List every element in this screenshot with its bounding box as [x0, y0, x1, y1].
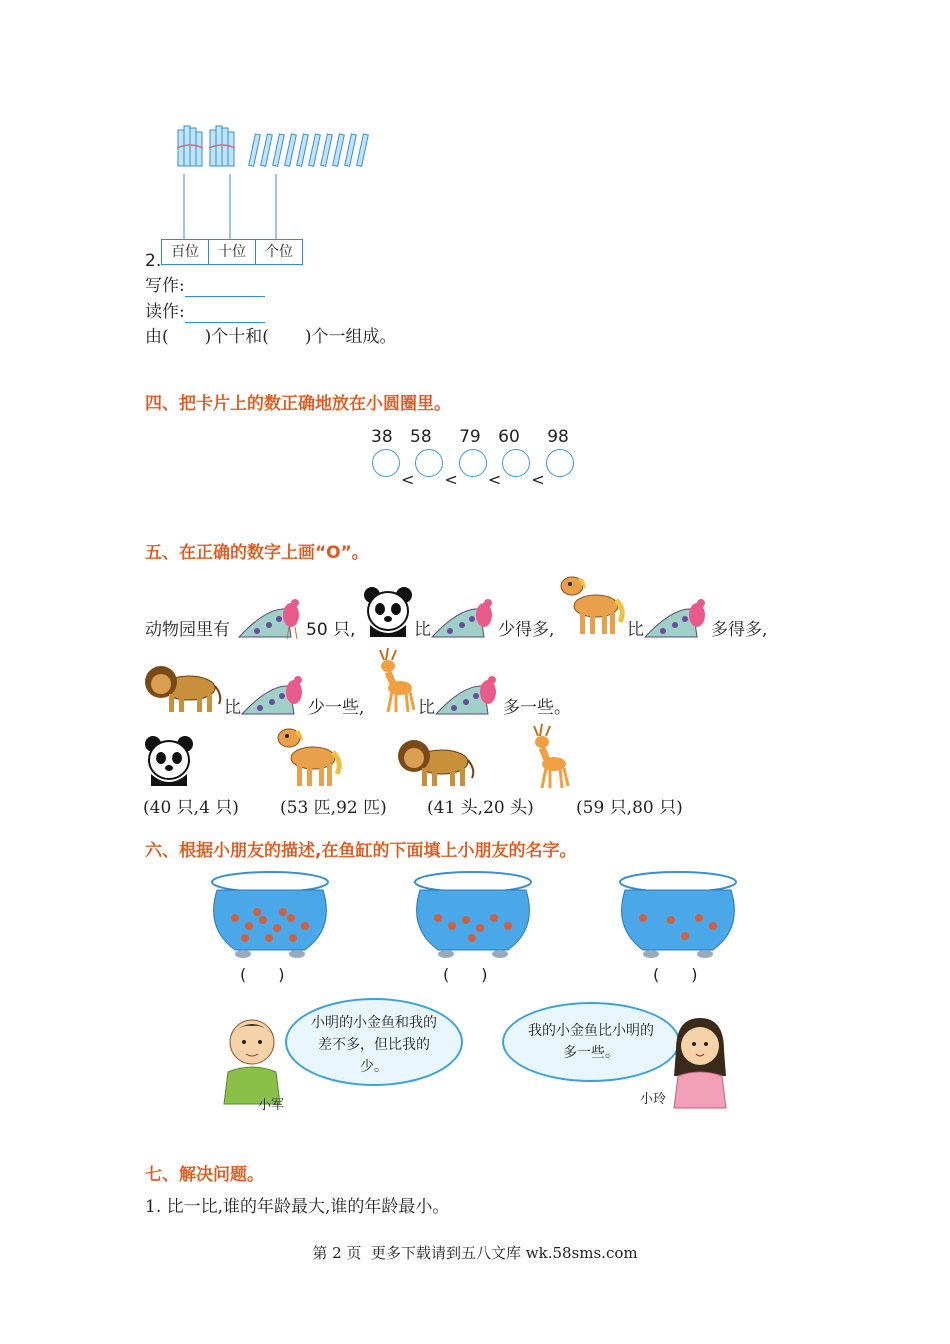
- card-number: 79: [459, 427, 481, 447]
- answer-circle[interactable]: [459, 449, 487, 477]
- question-number: 2.: [145, 251, 162, 271]
- panda-icon: [362, 585, 414, 641]
- bowl-answer-3[interactable]: ( ): [653, 965, 698, 984]
- less-than-sign: <: [487, 470, 502, 489]
- compare-word: 比: [627, 620, 644, 640]
- section6-heading: 六、根据小朋友的描述,在鱼缸的下面填上小朋友的名字。: [145, 841, 577, 861]
- panda-icon: [143, 734, 195, 790]
- peacock-icon: [237, 597, 305, 643]
- compose-text-2: )个十和(: [204, 327, 269, 347]
- section7-question-1: 1. 比一比,谁的年龄最大,谁的年龄最小。: [145, 1197, 450, 1217]
- section5-heading: 五、在正确的数字上画“O”。: [145, 543, 369, 563]
- compare-word: 比: [224, 698, 241, 718]
- section7-heading: 七、解决问题。: [145, 1165, 264, 1185]
- write-blank[interactable]: [185, 278, 265, 297]
- place-hundreds: 百位: [162, 240, 209, 264]
- answer-circle[interactable]: [372, 449, 400, 477]
- compare-word: 比: [418, 698, 435, 718]
- deer-icon: [368, 646, 416, 718]
- fishbowl-icon: [408, 868, 538, 960]
- compose-text-3: )个一组成。: [304, 327, 397, 347]
- fishbowl-2: [408, 868, 538, 964]
- xiaoling-speech-bubble: [502, 1002, 680, 1082]
- deer-icon: [522, 722, 570, 794]
- xiaoling-figure: [668, 1014, 732, 1114]
- fishbowl-icon: [205, 868, 335, 960]
- horse-icon: [275, 722, 343, 792]
- lion-icon: [396, 734, 476, 792]
- number-cards: [371, 426, 569, 448]
- lion-icon: [143, 660, 223, 718]
- card-number: 60: [498, 427, 520, 447]
- card-number: 98: [547, 427, 569, 447]
- xiaoling-speech: 我的小金鱼比小明的多一些。: [528, 1023, 654, 1061]
- fishbowl-icon: [613, 868, 743, 960]
- card-number: 58: [410, 427, 432, 447]
- place-tens: 十位: [209, 240, 256, 264]
- bowl-answer-2[interactable]: ( ): [443, 965, 488, 984]
- xiaojun-name: 小军: [258, 1098, 285, 1113]
- option-panda[interactable]: (40 只,4 只): [143, 798, 239, 818]
- option-deer[interactable]: (59 只,80 只): [576, 798, 683, 818]
- girl-icon: [668, 1014, 732, 1110]
- peacock-icon: [240, 674, 308, 720]
- xiaojun-speech-bubble: [285, 998, 463, 1086]
- write-label: 写作:: [145, 276, 185, 296]
- more-much-text: 多得多,: [711, 620, 768, 640]
- fishbowl-1: [205, 868, 335, 964]
- peacock-icon: [643, 597, 711, 643]
- page-footer: 第 2 页 更多下载请到五八文库 wk.58sms.com: [312, 1244, 638, 1262]
- xiaoling-name: 小玲: [640, 1092, 667, 1107]
- less-than-sign: <: [401, 470, 415, 489]
- write-line: [145, 275, 265, 297]
- more-some-text: 多一些。: [503, 698, 571, 718]
- less-some-text: 少一些,: [308, 698, 365, 718]
- card-number: 38: [371, 427, 393, 447]
- answer-circle[interactable]: [415, 449, 443, 477]
- less-much-text: 少得多,: [498, 620, 555, 640]
- bowl-answer-1[interactable]: ( ): [240, 965, 285, 984]
- section4-heading: 四、把卡片上的数正确地放在小圆圈里。: [145, 394, 451, 414]
- compare-word: 比: [414, 620, 431, 640]
- less-than-sign: <: [531, 470, 545, 489]
- read-label: 读作:: [145, 302, 185, 322]
- horse-icon: [558, 570, 626, 640]
- read-blank[interactable]: [185, 304, 265, 323]
- fishbowl-3: [613, 868, 743, 964]
- place-value-table: [161, 239, 303, 265]
- place-ones: 个位: [265, 244, 293, 260]
- peacock-count: 50 只,: [306, 620, 356, 640]
- compose-text-1: 由(: [145, 327, 169, 347]
- circle-row: [372, 449, 574, 489]
- answer-circle[interactable]: [502, 449, 530, 477]
- zoo-text: 动物园里有: [145, 620, 230, 640]
- read-line: [145, 301, 265, 323]
- answer-circle[interactable]: [546, 449, 574, 477]
- xiaojun-speech: 小明的小金鱼和我的差不多，但比我的少。: [311, 1015, 437, 1075]
- option-lion[interactable]: (41 头,20 头): [427, 798, 534, 818]
- compose-line: [145, 326, 397, 348]
- less-than-sign: <: [444, 470, 458, 489]
- peacock-icon: [434, 674, 502, 720]
- option-horse[interactable]: (53 匹,92 匹): [280, 798, 387, 818]
- peacock-icon: [430, 597, 498, 643]
